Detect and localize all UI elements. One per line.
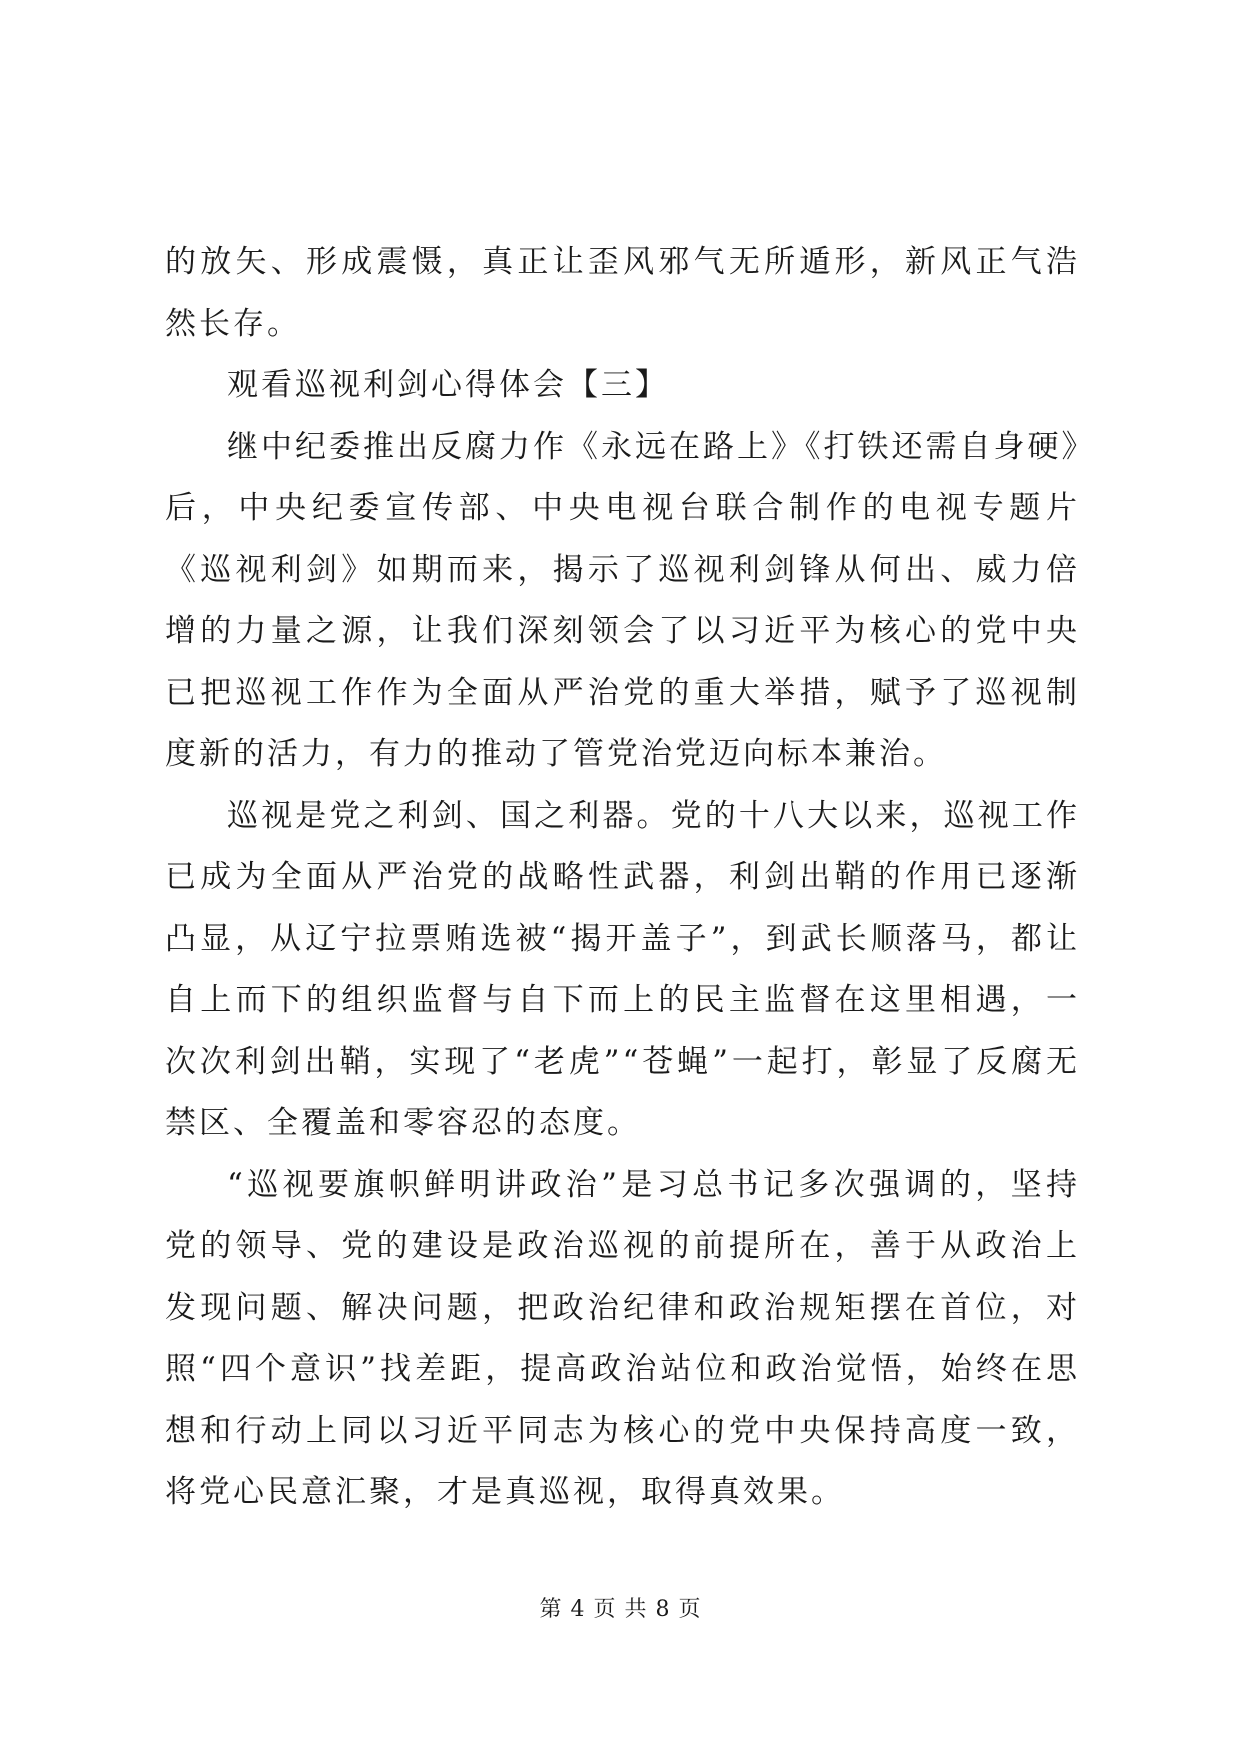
page-number-footer: 第 4 页 共 8 页 bbox=[539, 1597, 702, 1622]
paragraph-inspection-weapon: 巡视是党之利剑、国之利器。党的十八大以来，巡视工作已成为全面从严治党的战略性武器，利剑出鞘的作用已逐渐凸显，从辽宁拉票贿选被“揭开盖子”，到武长顺落马，都让自上而下的组织监督与自下而上的民主监督在这里相遇，一次次利剑出鞘，实现了“老虎”“苍蝇”一起打，彰显了反腐无禁区、全覆盖和零容忍的态度。 bbox=[165, 797, 1080, 1141]
paragraph-intro: 继中纪委推出反腐力作《永远在路上》《打铁还需自身硬》后，中央纪委宣传部、中央电视台联合制作的电视专题片《巡视利剑》如期而来，揭示了巡视利剑锋从何出、威力倍增的力量之源，让我们深刻领会了以习近平为核心的党中央已把巡视工作作为全面从严治党的重大举措，赋予了巡视制度新的活力，有力的推动了管党治党迈向标本兼治。 bbox=[165, 428, 1080, 772]
document-body bbox=[165, 232, 1080, 1524]
paragraph-continuation: 的放矢、形成震慑，真正让歪风邪气无所遁形，新风正气浩然长存。 bbox=[165, 244, 1080, 342]
paragraph-political-inspection: “巡视要旗帜鲜明讲政治”是习总书记多次强调的，坚持党的领导、党的建设是政治巡视的前提所在，善于从政治上发现问题、解决问题，把政治纪律和政治规矩摆在首位，对照“四个意识”找差距，提高政治站位和政治觉悟，始终在思想和行动上同以习近平同志为核心的党中央保持高度一致，将党心民意汇聚，才是真巡视，取得真效果。 bbox=[165, 1166, 1080, 1510]
section-heading: 观看巡视利剑心得体会【三】 bbox=[227, 367, 669, 403]
